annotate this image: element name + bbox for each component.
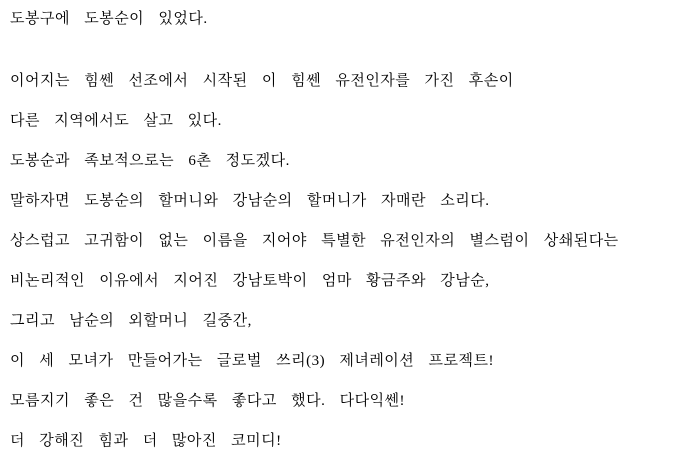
text-line: 더 강해진 힘과 더 많아진 코미디! [10, 433, 282, 449]
text-line: 도봉구에 도봉순이 있었다. [10, 11, 208, 27]
blank-line [10, 40, 694, 62]
text-line: 그리고 남순의 외할머니 길중간, [10, 313, 252, 329]
text-line: 모름지기 좋은 건 많을수록 좋다고 했다. 다다익쎈! [10, 393, 406, 409]
text-line: 비논리적인 이유에서 지어진 강남토박이 엄마 황금주와 강남순, [10, 273, 490, 289]
text-line: 이 세 모녀가 만들어가는 글로벌 쓰리(3) 제녀레이션 프로젝트! [10, 353, 494, 369]
text-line: 도봉순과 족보적으로는 6촌 정도겠다. [10, 153, 290, 169]
text-line: 말하자면 도봉순의 할머니와 강남순의 할머니가 자매란 소리다. [10, 193, 490, 209]
text-line: 상스럽고 고귀함이 없는 이름을 지어야 특별한 유전인자의 별스럼이 상쇄된다는 [10, 233, 619, 249]
text-line: 이어지는 힘쎈 선조에서 시작된 이 힘쎈 유전인자를 가진 후손이 [10, 73, 514, 89]
text-line: 다른 지역에서도 살고 있다. [10, 113, 222, 129]
